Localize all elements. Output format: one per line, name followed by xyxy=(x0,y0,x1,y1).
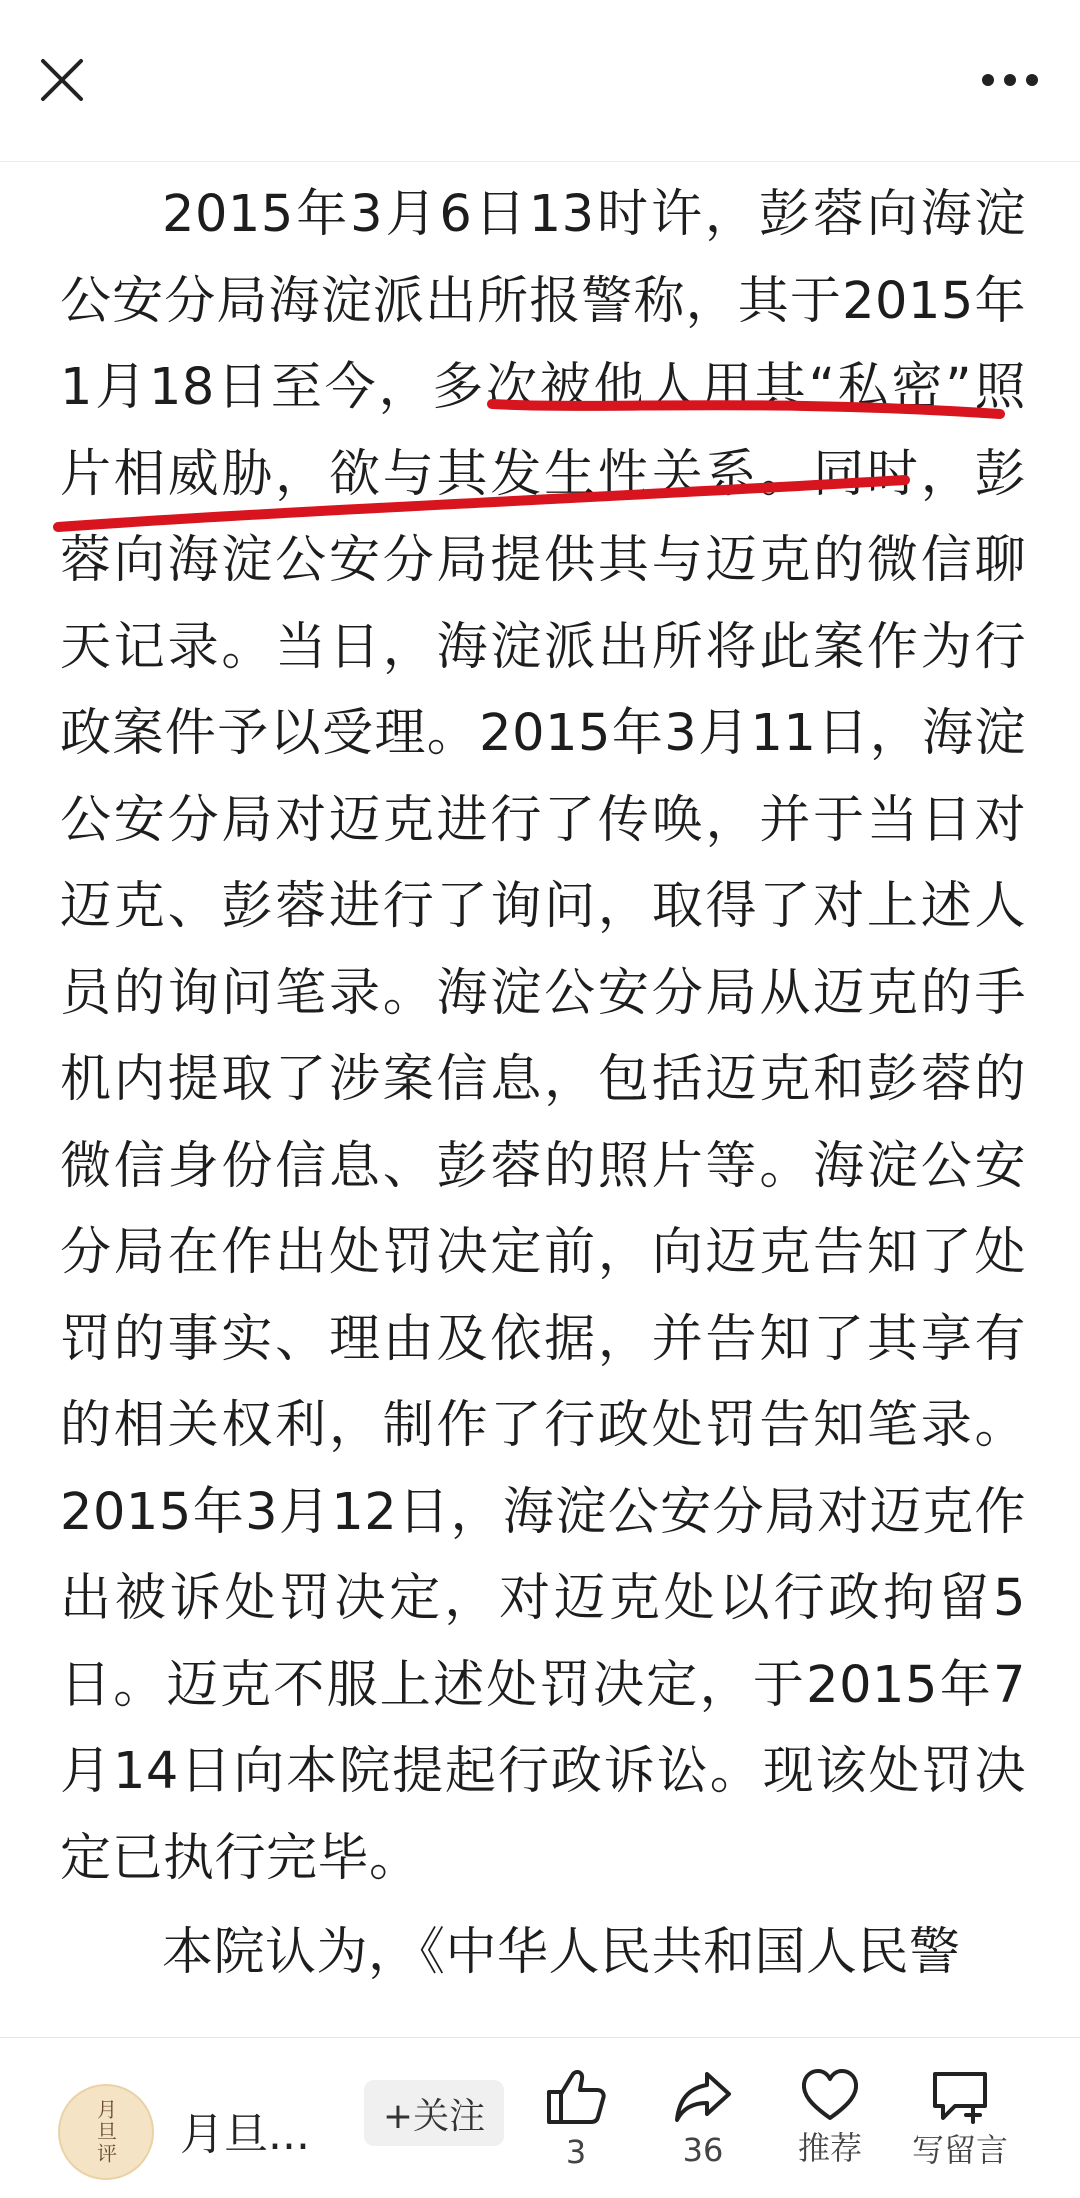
write-comment-button[interactable] xyxy=(900,2068,1020,2198)
thumbs-up-icon xyxy=(545,2068,607,2126)
bottom-action-bar xyxy=(0,2037,1080,2175)
share-icon xyxy=(673,2068,733,2124)
article-paragraph: 本院认为，《中华人民共和国人民警 xyxy=(162,1923,961,1982)
follow-button[interactable]: +关注 xyxy=(364,2080,504,2146)
author-avatar[interactable]: 月旦评 xyxy=(58,2084,154,2180)
heart-icon xyxy=(800,2068,860,2122)
author-name[interactable]: 月旦... xyxy=(180,2109,310,2160)
share-count: 36 xyxy=(682,2131,724,2169)
close-icon xyxy=(39,57,85,103)
recommend-label: 推荐 xyxy=(797,2129,862,2167)
like-count: 3 xyxy=(565,2133,587,2171)
article-paragraph: 2015年3月6日13时许，彭蓉向海淀公安分局海淀派出所报警称，其于2015年1月18日至今，多次被他人用其“私密”照片相威胁，欲与其发生性关系。同时，彭蓉向海淀公安分局提供其与迈克的微信聊天记录。当日，海淀派出所将此案作为行政案件予以受理。2015年3月11日，海淀公安分局对迈克进行了传唤，并于当日对迈克、彭蓉进行了询问，取得了对上述人员的询问笔录。海淀公安分局从迈克的手机内提取了涉案信息，包括迈克和彭蓉的微信身份信息、彭蓉的照片等。海淀公安分局在作出处罚决定前，向迈克告知了处罚的事实、理由及依据，并告知了其享有的相关权利，制作了行政处罚告知笔录。2015年3月12日，海淀公安分局对迈克作出被诉处罚决定，对迈克处以行政拘留5日。迈克不服上述处罚决定，于2015年7月14日向本院提起行政诉讼。现该处罚决定已执行完毕。 xyxy=(60,185,1026,1888)
share-button[interactable] xyxy=(643,2068,763,2198)
top-bar xyxy=(0,0,1080,162)
close-button[interactable] xyxy=(30,48,94,112)
comment-icon xyxy=(929,2068,991,2124)
article-body xyxy=(60,162,1026,2037)
more-options-button[interactable] xyxy=(970,48,1050,112)
write-comment-label: 写留言 xyxy=(911,2131,1008,2169)
recommend-button[interactable] xyxy=(770,2068,890,2198)
more-horizontal-icon xyxy=(980,72,1040,88)
like-button[interactable] xyxy=(516,2068,636,2198)
